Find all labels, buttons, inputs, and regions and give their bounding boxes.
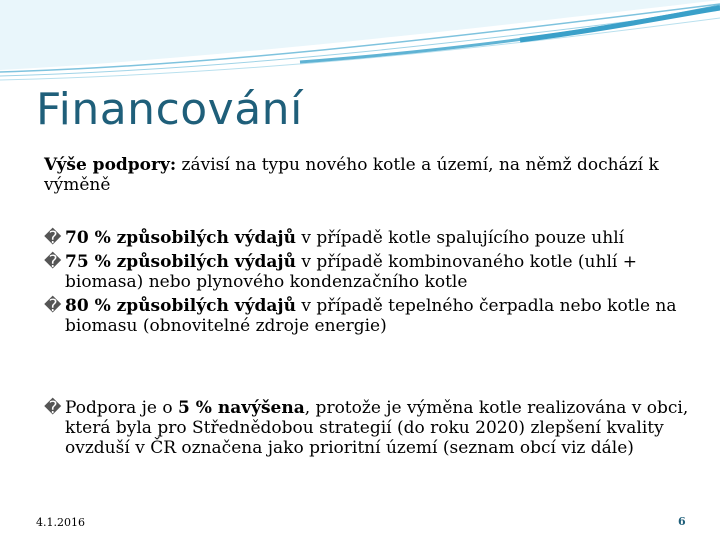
bullet-icon: �	[44, 296, 62, 316]
bonus-text: , protože je výměna kotle realizována v obci, která byla pro Střednědobou strategií (do roku 2020) zlepšení kvality ovzduší v ČR označena jako prioritní území (seznam obcí viz dále)	[65, 398, 689, 458]
bonus-prefix: Podpora je o	[65, 398, 179, 418]
rate-value: 75 % způsobilých výdajů	[65, 252, 296, 272]
rate-text: v případě kombinovaného kotle (uhlí + biomasa) nebo plynového kondenzačního kotle	[65, 252, 637, 292]
list-item	[44, 228, 694, 248]
rate-text: v případě kotle spalujícího pouze uhlí	[295, 228, 625, 248]
bullet-icon: �	[44, 228, 62, 248]
bonus-value: 5 % navýšena	[178, 398, 305, 418]
slide-title: Financování	[36, 84, 303, 135]
list-item	[44, 296, 694, 336]
page-number: 6	[678, 515, 686, 528]
rate-value: 80 % způsobilých výdajů	[65, 296, 296, 316]
rate-value: 70 % způsobilých výdajů	[65, 228, 296, 248]
list-item	[44, 252, 694, 292]
list-item	[44, 398, 694, 458]
bullet-icon: �	[44, 398, 62, 418]
support-rates-list	[44, 228, 694, 340]
bonus-list	[44, 398, 694, 462]
intro-text: závisí na typu nového kotle a území, na němž dochází k výměně	[44, 155, 659, 195]
footer-date: 4.1.2016	[36, 516, 85, 529]
header-wave-decoration	[0, 0, 720, 90]
intro-paragraph	[44, 155, 684, 195]
intro-label: Výše podpory:	[44, 155, 177, 175]
bullet-icon: �	[44, 252, 62, 272]
rate-text: v případě tepelného čerpadla nebo kotle na biomasu (obnovitelné zdroje energie)	[65, 296, 677, 336]
